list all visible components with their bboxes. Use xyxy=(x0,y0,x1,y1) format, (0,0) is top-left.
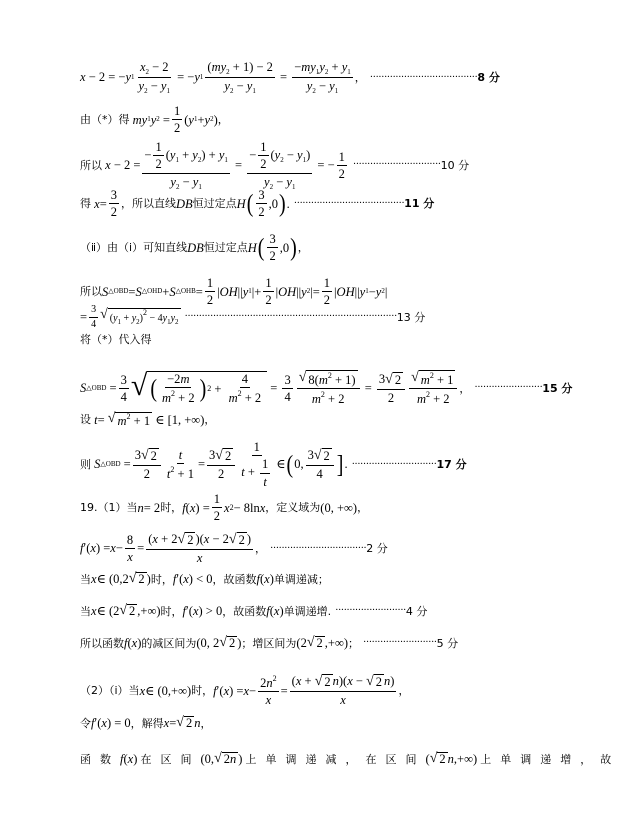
score-dots: ························· xyxy=(335,605,406,616)
score-label: 10 分 xyxy=(440,158,470,172)
score-dots: ·································· xyxy=(270,542,367,554)
score-dots: ························ xyxy=(474,382,543,394)
line-19: 函数 f ( x ) 在区间 (0, √ 2n ) 上单调递减，在区间 ( √ 2 n ,+∞) 上单调递增，故 xyxy=(80,751,620,766)
line-1: x − 2 = − y 1 $\frac{x_2 - 2}{y_2 - y_1}$ = − y 1 $\frac{(my_2 + 1) - 2}{y_2 - y_1}$ = $\frac{-my_1y_2 + y_1}{y_2 - y_1}$ ， ······································ 8 分 xyxy=(80,60,500,96)
line-9: S △OBD = $\frac{3}{4}$ √ ( $\frac{-2m}{m^2 + 2}$ ) 2 + $\frac{4}{m^2 + 2}$ = $\frac{3}{4}$ √ $8(m^2 + 1)$ $m^2 + 2$ = 3 √ 2 2 √ $m^2 + 1$ $m^2 + 2$ ， ························ 15 分 xyxy=(80,369,573,407)
score-dots: ······························ xyxy=(351,458,437,470)
score-label: 2 分 xyxy=(366,542,388,556)
score-label: 13 分 xyxy=(396,310,426,324)
line-2: 由（*）得 my 1 y 2 = $\frac{1}{2}$ ( y 1 + y 2 ) ， xyxy=(80,104,229,136)
score-label: 17 分 xyxy=(436,458,467,472)
line-8: 将（*）代入得 xyxy=(80,333,152,346)
score-label: 8 分 xyxy=(477,71,500,85)
line-7: = $\frac{3}{4}$ √ $(y_1 + y_2)^2 - 4y_1y_2$ ··········································································· 13 分 xyxy=(80,304,426,330)
score-label: 15 分 xyxy=(542,381,573,395)
line-16: 所以函数 f ( x ) 的减区间为 (0, 2 √ 2 ) ；增区间为 (2 √ 2 ,+∞) ； ·························· 5 分 xyxy=(80,635,459,650)
score-dots: ······························· xyxy=(352,159,441,171)
score-dots: ······································ xyxy=(369,71,478,83)
line-10: 设 t = √ $m^2 + 1$ ∈ [1, +∞) ， xyxy=(80,411,216,428)
line-3: 所以 x − 2 = − $\frac{1}{2}$ $(y_1 + y_2) + y_1$ $y_2 - y_1$ = − $\frac{1}{2}$ $(y_2 - y_1)$ $y_2 - y_1$ = − $\frac{1}{2}$ ······························· 10 分 xyxy=(80,140,470,191)
score-dots: ··········································································· xyxy=(184,311,397,322)
line-6: 所以 S △OBD = S △OHD + S △OHB = $\frac{1}{2}$ | OH || y 1 |+ $\frac{1}{2}$ | OH || y 2 |= $\frac{1}{2}$ | OH || y 1 − y 2 | xyxy=(80,276,388,308)
line-18: 令 f ′( x ) = 0 ，解得 x = √ 2 n ， xyxy=(80,715,212,730)
line-11: 则 S △OBD = 3 √ 2 2 $\frac{t}{t^2 + 1}$ = 3 √ 2 2 1 t + $\frac{1}{t}$ ∈ ( 0, 3 √ 2 4 ] . ······························ 17 分 xyxy=(80,440,467,489)
line-12: 19.（1）当 n = 2 时， f ( x ) = $\frac{1}{2}$ x 2 − 8ln x ，定义域为 (0, +∞) ， xyxy=(80,492,369,524)
line-14: 当 x ∈ (0,2 √ 2 ) 时， f ′( x ) < 0 ，故函数 f ( x ) 单调递减； xyxy=(80,571,329,586)
score-dots: ·························· xyxy=(363,637,437,648)
line-4: 得 x = $\frac{3}{2}$ ，所以直线 DB 恒过定点 H ( $\frac{3}{2}$ ,0 ) . ······································· 11 分 xyxy=(80,188,435,220)
line-5: （ⅱ）由（ⅰ）可知直线 DB 恒过定点 H ( $\frac{3}{2}$ ,0 ) ， xyxy=(80,232,309,264)
line-15: 当 x ∈ (2 √ 2 ,+∞) 时， f ′( x ) > 0 ，故函数 f ( x ) 单调递增. ························· 4 分 xyxy=(80,603,428,618)
score-label: 4 分 xyxy=(405,604,428,618)
score-label: 11 分 xyxy=(404,197,435,211)
line-13: f ′( x ) = x − $\frac{8}{x}$ = (x + 2 √ 2 )(x − 2 √ 2 ) x ， ·································· 2 分 xyxy=(80,532,388,566)
score-label: 5 分 xyxy=(436,636,459,650)
score-dots: ······································· xyxy=(293,197,405,209)
line-17: （2）（ⅰ）当 x ∈ (0,+∞) 时， f ′( x ) = x − $\frac{2n^2}{x}$ = (x + √ 2 n)(x − √ 2 n) x ， xyxy=(80,674,410,708)
